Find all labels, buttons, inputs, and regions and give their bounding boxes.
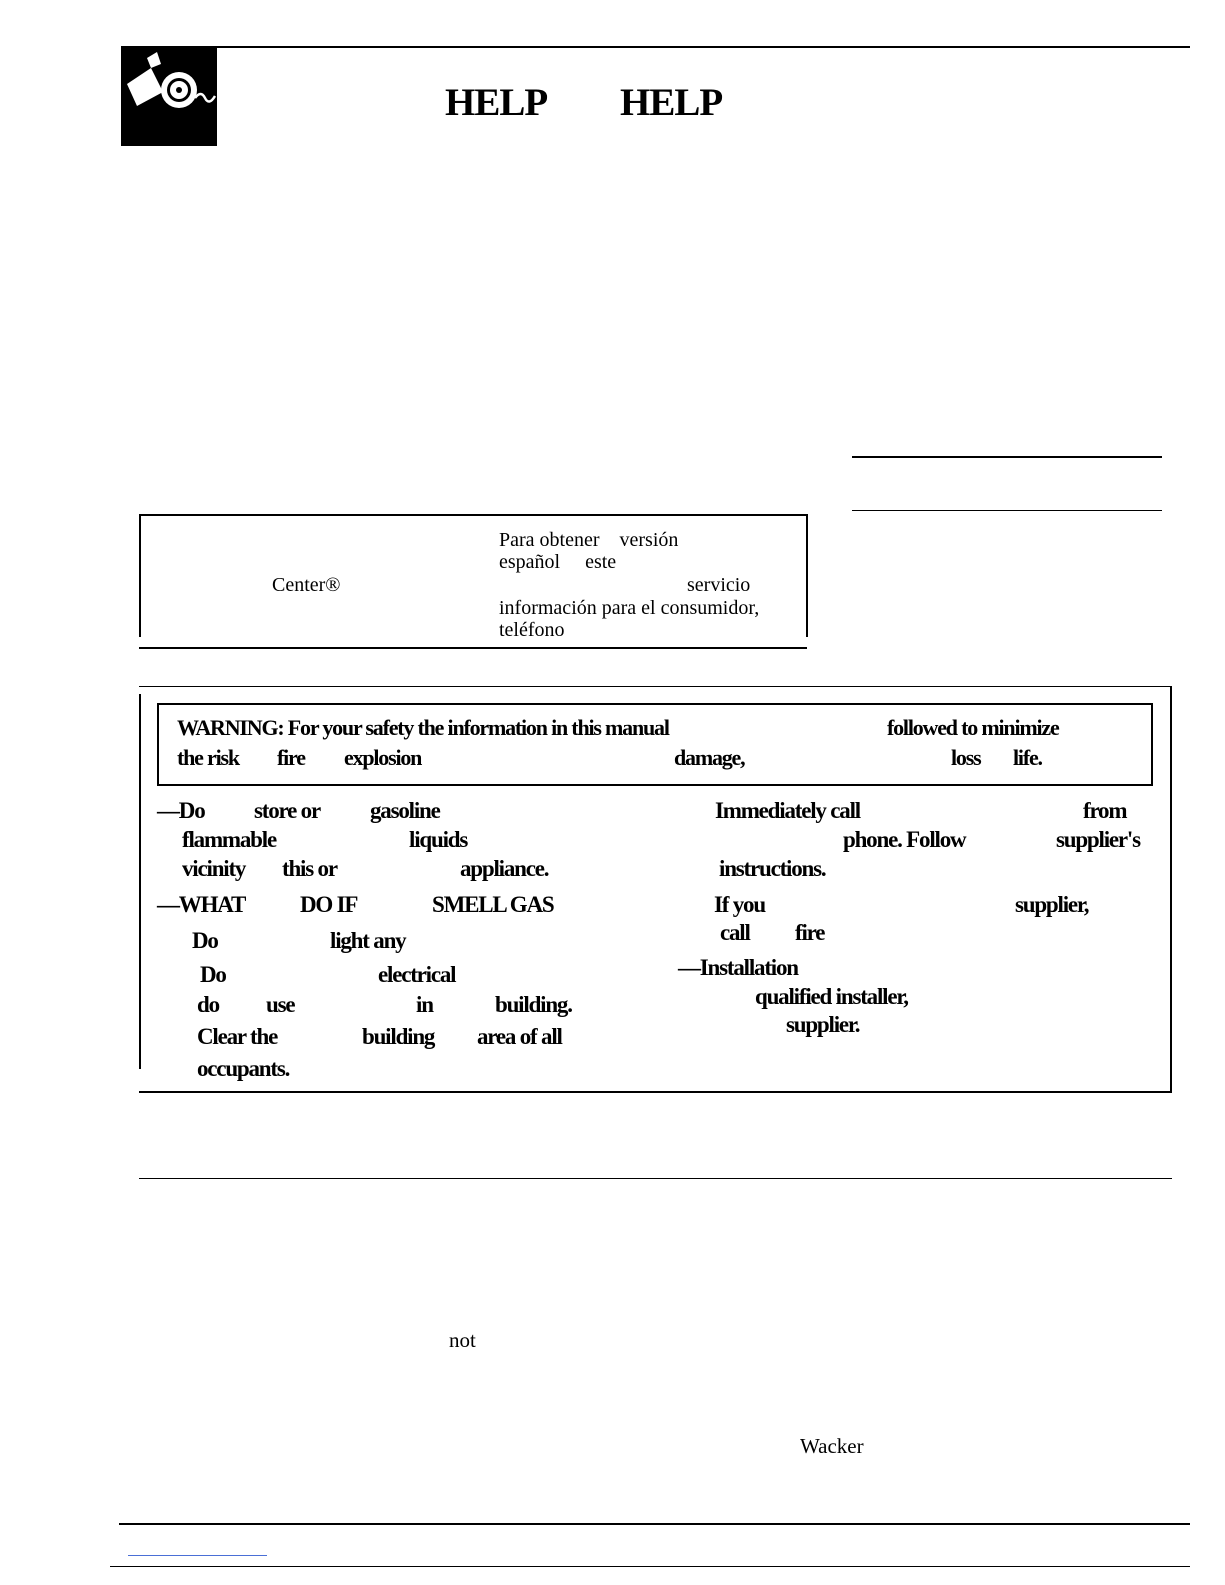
warning-banner-line-1a: WARNING: For your safety the information in this manual: [177, 715, 669, 740]
warning-banner-right: [1151, 703, 1153, 786]
warning-banner-line-2b: fire: [277, 745, 305, 770]
warn-right-3a: instructions.: [719, 856, 826, 881]
lower-not-word: not: [449, 1328, 476, 1352]
warn-left-9a: occupants.: [197, 1056, 290, 1081]
warning-banner-line-2c: explosion: [344, 745, 422, 770]
lower-section-rule: [139, 1178, 1172, 1179]
lower-wacker-word: Wacker: [800, 1434, 864, 1458]
spanish-line-3: servicio: [687, 574, 751, 596]
warn-left-7c: in: [416, 992, 433, 1017]
warn-right-4b: supplier,: [1015, 892, 1089, 917]
warning-banner-line-2d: damage,: [674, 745, 745, 770]
warn-right-8a: supplier.: [786, 1012, 860, 1037]
warning-outer-bottom: [139, 1091, 1172, 1093]
spanish-line-5: teléfono: [499, 619, 565, 641]
spanish-line-4: información para el consumidor,: [499, 597, 760, 619]
warn-left-8c: area of all: [477, 1024, 562, 1049]
header-title-word-2: HELP: [620, 81, 723, 124]
spanish-box-left: [139, 514, 141, 637]
right-rule-1: [852, 456, 1162, 458]
warn-left-1b: store or: [254, 798, 320, 823]
bottom-rule-2: [110, 1566, 1190, 1567]
spanish-box-center-word: Center®: [272, 574, 341, 596]
warn-left-5a: Do: [192, 928, 218, 953]
warn-right-1a: Immediately call: [715, 798, 860, 823]
warn-left-7d: building.: [495, 992, 572, 1017]
warn-right-1b: from: [1083, 798, 1127, 823]
spanish-box-bottom: [139, 647, 807, 649]
telephone-icon: [121, 48, 217, 146]
warn-left-4c: SMELL GAS: [432, 892, 554, 917]
header-title-word-1: HELP: [445, 81, 548, 124]
warning-outer-top: [139, 686, 1171, 687]
spanish-box-top: [139, 514, 807, 516]
warn-left-8b: building: [362, 1024, 435, 1049]
warning-banner-line-2a: the risk: [177, 745, 239, 770]
warn-left-7b: use: [266, 992, 295, 1017]
warning-banner-left: [157, 703, 159, 786]
warn-right-2b: supplier's: [1056, 827, 1140, 852]
warn-right-5a: call: [720, 920, 750, 945]
warning-outer-right: [1170, 686, 1172, 1091]
warning-banner-line-2e: loss: [951, 745, 981, 770]
spanish-box-right: [806, 514, 808, 637]
bottom-link-underline[interactable]: [128, 1555, 267, 1556]
warning-banner-line-2f: life.: [1013, 745, 1042, 770]
header-logo: [121, 48, 217, 146]
warn-right-6a: —Installation: [678, 955, 798, 980]
warn-left-1a: —Do: [157, 798, 205, 823]
warn-right-4a: If you: [714, 892, 765, 917]
warn-left-4a: —WHAT: [157, 892, 246, 917]
warning-outer-left: [139, 694, 141, 1069]
warn-right-2a: phone. Follow: [843, 827, 966, 852]
warn-left-3c: appliance.: [460, 856, 549, 881]
warn-left-6a: Do: [200, 962, 226, 987]
warn-left-5b: light any: [330, 928, 406, 953]
warn-left-3a: vicinity: [182, 856, 246, 881]
warn-left-4b: DO IF: [300, 892, 358, 917]
right-rule-2: [852, 510, 1162, 511]
warn-left-1c: gasoline: [370, 798, 440, 823]
warning-banner-bottom: [157, 784, 1153, 786]
spanish-line-2: español este: [499, 551, 617, 573]
warn-left-3b: this or: [282, 856, 337, 881]
warning-banner-top: [157, 703, 1152, 705]
warning-banner-line-1b: followed to minimize: [887, 715, 1059, 740]
warn-left-6b: electrical: [378, 962, 456, 987]
warn-right-7a: qualified installer,: [755, 984, 908, 1009]
warn-left-2b: liquids: [409, 827, 468, 852]
warn-left-7a: do: [197, 992, 219, 1017]
bottom-rule-1: [119, 1523, 1190, 1525]
spanish-line-1: Para obtener versión: [499, 529, 679, 551]
top-rule: [121, 46, 1190, 48]
warn-right-5b: fire: [795, 920, 825, 945]
warn-left-2a: flammable: [182, 827, 276, 852]
warn-left-8a: Clear the: [197, 1024, 278, 1049]
